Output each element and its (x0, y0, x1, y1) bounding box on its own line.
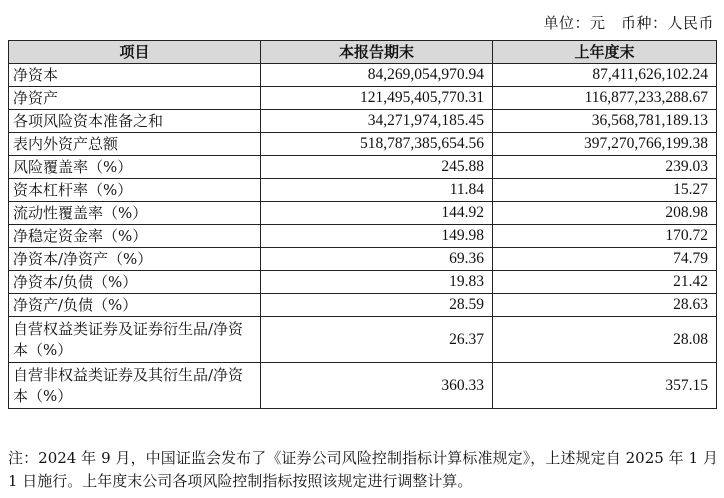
prior-year-value: 87,411,626,102.24 (493, 64, 717, 87)
prior-year-value: 357.15 (493, 363, 717, 409)
prior-year-value: 397,270,766,199.38 (493, 133, 717, 156)
row-label: 净资本 (9, 64, 261, 87)
table-row (9, 202, 717, 225)
prior-year-value: 36,568,781,189.13 (493, 110, 717, 133)
row-label: 净资本/负债（%） (9, 271, 261, 294)
current-period-value: 34,271,974,185.45 (261, 110, 493, 133)
table-row (9, 248, 717, 271)
current-period-value: 121,495,405,770.31 (261, 87, 493, 110)
row-label: 自营权益类证券及证券衍生品/净资本（%） (9, 317, 261, 363)
table-row (9, 317, 717, 363)
table-row (9, 294, 717, 317)
table-row (9, 156, 717, 179)
prior-year-value: 239.03 (493, 156, 717, 179)
footnote: 注：2024 年 9 月，中国证监会发布了《证券公司风险控制指标计算标准规定》，上述规定自 2025 年 1 月 1 日施行。上年度末公司各项风险控制指标按照该规定进行调整计算。 (8, 449, 718, 490)
row-label: 净资产 (9, 87, 261, 110)
table-row (9, 225, 717, 248)
row-label: 风险覆盖率（%） (9, 156, 261, 179)
table-row (9, 64, 717, 87)
current-period-value: 149.98 (261, 225, 493, 248)
current-period-value: 28.59 (261, 294, 493, 317)
prior-year-value: 28.63 (493, 294, 717, 317)
current-period-value: 19.83 (261, 271, 493, 294)
current-period-value: 144.92 (261, 202, 493, 225)
current-period-value: 26.37 (261, 317, 493, 363)
row-label: 自营非权益类证券及其衍生品/净资本（%） (9, 363, 261, 409)
current-period-value: 69.36 (261, 248, 493, 271)
row-label: 净稳定资金率（%） (9, 225, 261, 248)
unit-currency-line: 单位：元 币种：人民币 (543, 14, 714, 32)
current-period-value: 360.33 (261, 363, 493, 409)
prior-year-value: 116,877,233,288.67 (493, 87, 717, 110)
table-row (9, 133, 717, 156)
current-period-value: 11.84 (261, 179, 493, 202)
header-item: 项目 (9, 41, 261, 64)
row-label: 各项风险资本准备之和 (9, 110, 261, 133)
prior-year-value: 28.08 (493, 317, 717, 363)
prior-year-value: 15.27 (493, 179, 717, 202)
table-row (9, 179, 717, 202)
prior-year-value: 74.79 (493, 248, 717, 271)
table-row (9, 110, 717, 133)
table-row (9, 363, 717, 409)
risk-control-indicators-table (8, 40, 717, 409)
row-label: 表内外资产总额 (9, 133, 261, 156)
row-label: 净资产/负债（%） (9, 294, 261, 317)
prior-year-value: 208.98 (493, 202, 717, 225)
table-row (9, 271, 717, 294)
row-label: 流动性覆盖率（%） (9, 202, 261, 225)
current-period-value: 245.88 (261, 156, 493, 179)
header-prior-year-end: 上年度末 (493, 41, 717, 64)
current-period-value: 84,269,054,970.94 (261, 64, 493, 87)
table-row (9, 87, 717, 110)
row-label: 资本杠杆率（%） (9, 179, 261, 202)
current-period-value: 518,787,385,654.56 (261, 133, 493, 156)
table-header-row (9, 41, 717, 64)
row-label: 净资本/净资产（%） (9, 248, 261, 271)
prior-year-value: 21.42 (493, 271, 717, 294)
header-current-period-end: 本报告期末 (261, 41, 493, 64)
table-body (9, 64, 717, 409)
prior-year-value: 170.72 (493, 225, 717, 248)
